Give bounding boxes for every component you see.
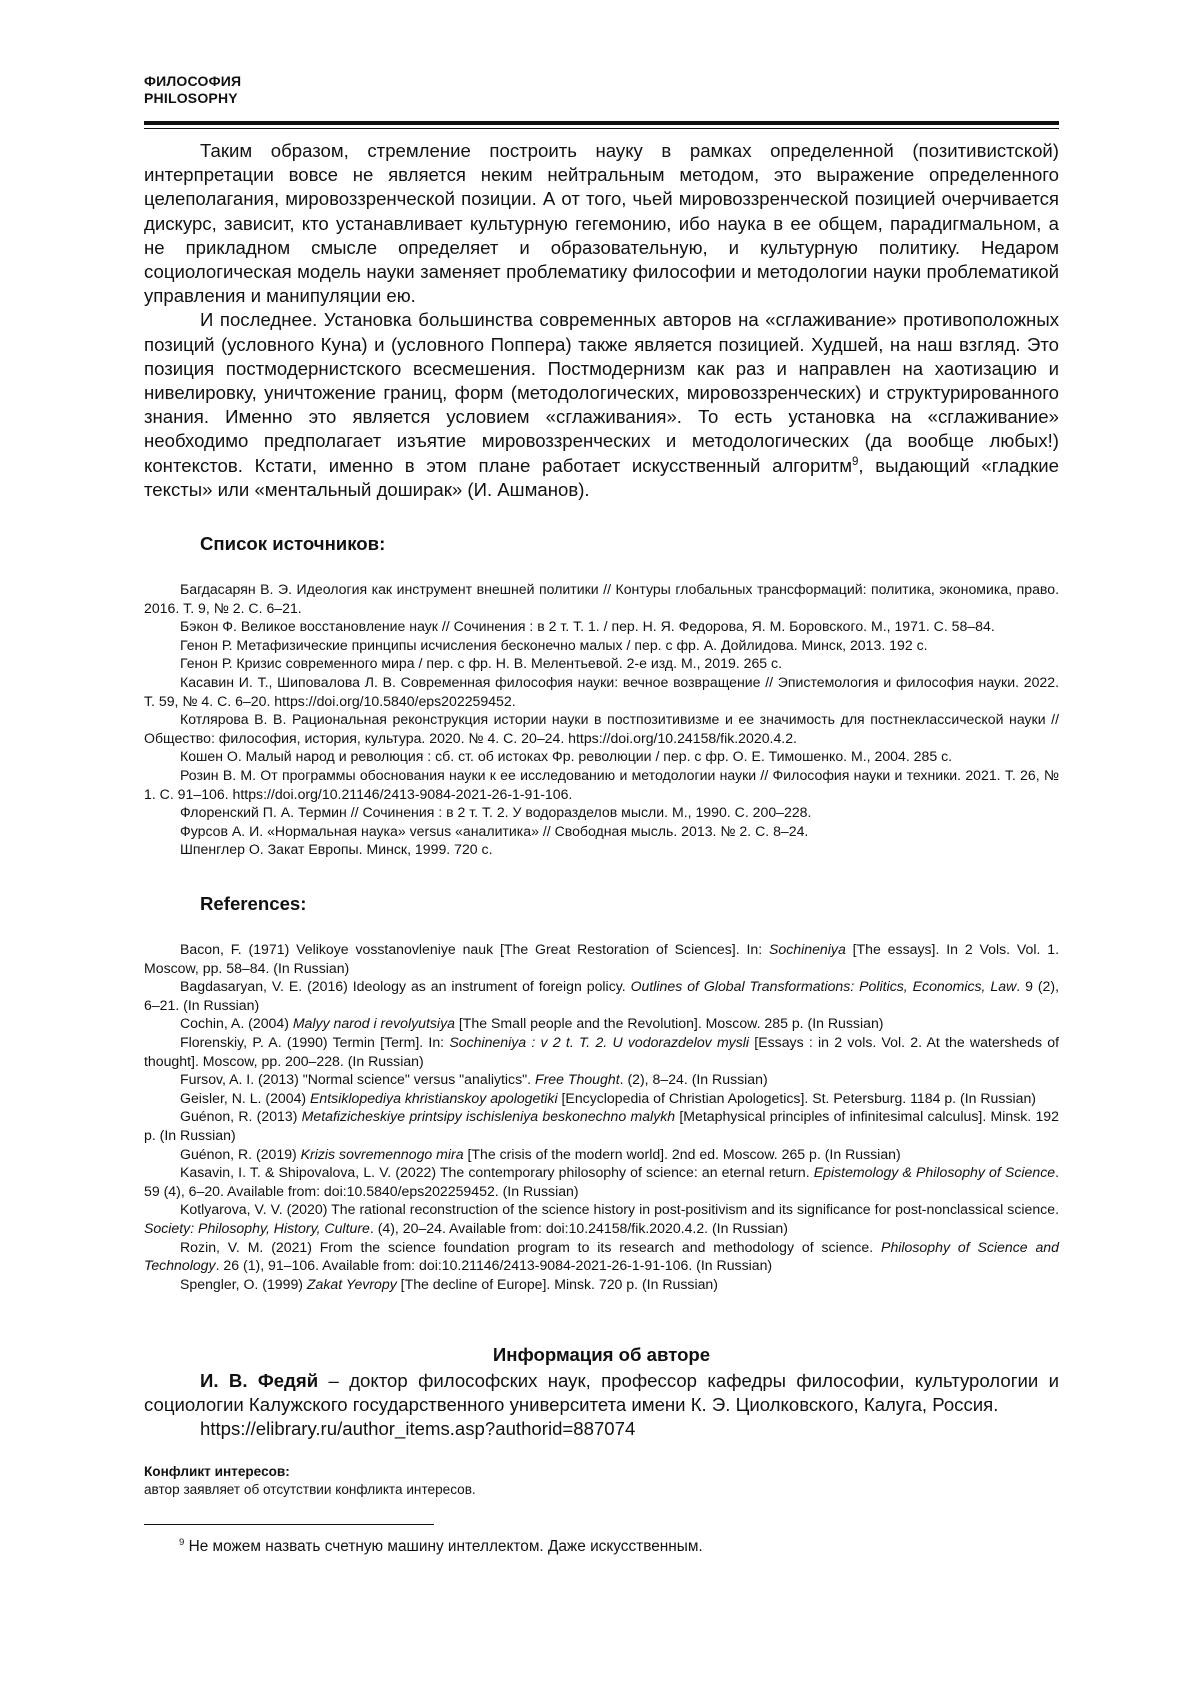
paragraph-2 [144,308,1059,502]
conflict-of-interest [144,1463,476,1499]
source-item: Касавин И. Т., Шиповалова Л. В. Современная философия науки: вечное возвращение // Эпистемология и философия науки. 2022. Т. 59, № 4. С. 6–20. https://doi.org/10.5840/eps202259452. [144,673,1059,709]
sources-list [144,580,1059,859]
conflict-title: Конфликт интересов: [144,1464,290,1479]
source-item: Флоренский П. А. Термин // Сочинения : в 2 т. Т. 2. У водоразделов мысли. М., 1990. С. 200–228. [180,804,812,821]
references-heading: References: [200,893,307,914]
paragraph-2-end: , выдающий «гладкие тексты» или «ментальный доширак» (И. Ашманов). [144,454,1059,500]
source-item: Генон Р. Метафизические принципы исчисления бесконечно малых / пер. с фр. А. Дойлидова. Минск, 2013. 192 с. [180,636,928,653]
source-item: Багдасарян В. Э. Идеология как инструмент внешней политики // Контуры глобальных трансформаций: политика, экономика, право. 2016. Т. 9, № 2. С. 6–21. [144,581,1059,616]
footnote-rule [144,1524,434,1525]
footnote [179,1538,703,1556]
reference-item: Rozin, V. M. (2021) From the science foundation program to its research and methodology of science. Philosophy of Science and Technology. 26 (1), 91–106. Available from: doi:10.21146/2413-9084-2021-26-1-91-106. (In Russian) [144,1238,1059,1274]
reference-item: Florenskiy, P. A. (1990) Termin [Term]. In: Sochineniya : v 2 t. T. 2. U vodorazdelov mysli [Essays : in 2 vols. Vol. 2. At the watersheds of thought]. Moscow, pp. 200–228. (In Russian) [144,1033,1059,1069]
author-info-heading: Информация об авторе [492,1344,711,1365]
author-bio-text: – доктор философских наук, профессор кафедры философии, культурологии и социологии Калужского государственного университета имени К. Э. Циолковского, Калуга, Россия. [144,1370,1060,1415]
paragraph-2-text: И последнее. Установка большинства современных авторов на «сглаживание» противоположных позиций (условного Куна) и (условного Поппера) также является позицией. Худшей, на наш взгляд. Это позиция постмодернистского всесмешения. Постмодернизм как раз и направлен на хаотизацию и нивелировку, уничтожение границ, форм (методологических, мировоззренческих) и структурированного знания. Именно это является условием «сглаживания». То есть установка на «сглаживание» необходимо предполагает изъятие мировоззренческих и методологических (да вообще любых!) контекстов. Кстати, именно в этом плане работает искусственный алгоритм [144,309,1059,476]
footnote-mark: 9 [179,1536,185,1548]
section-title-en: PHILOSOPHY [144,90,238,106]
reference-item: Kasavin, I. T. & Shipovalova, L. V. (2022) The contemporary philosophy of science: an eternal return. Epistemology & Philosophy of Science. 59 (4), 6–20. Available from: doi:10.5840/eps202259452. (In Russian) [144,1164,1059,1199]
reference-item: Guénon, R. (2013) Metafizicheskiye printsipy ischisleniya beskonechno malykh [Metaphysical principles of infinitesimal calculus]. Minsk. 192 p. (In Russian) [144,1108,1059,1143]
source-item: Котлярова В. В. Рациональная реконструкция истории науки в постпозитивизме и ее значимость для постнеклассической науки // Общество: философия, история, культура. 2020. № 4. С. 20–24. https://doi.org/10.24158/fik.2020.4.2. [144,711,1059,746]
reference-item: Kotlyarova, V. V. (2020) The rational reconstruction of the science history in post-positivism and its significance for post-nonclassical science. Society: Philosophy, History, Culture. (4), 20–24. Available from: doi:10.24158/fik.2020.4.2. (In Russian) [144,1201,1059,1236]
footnote-text: Не можем назвать счетную машину интеллектом. Даже искусственным. [184,1538,703,1555]
source-item: Розин В. М. От программы обоснования науки к ее исследованию и методологии науки // Философия науки и техники. 2021. Т. 26, № 1. С. 91–106. https://doi.org/10.21146/2413-9084-2021-26-1-91-106. [144,766,1059,802]
reference-item: Cochin, A. (2004) Malyy narod i revolyutsiya [The Small people and the Revolution]. Moscow. 285 p. (In Russian) [180,1015,884,1032]
footnote-ref[interactable]: 9 [852,455,859,468]
reference-item: Bacon, F. (1971) Velikoye vosstanovleniye nauk [The Great Restoration of Sciences]. In: Sochineniya [The essays]. In 2 Vols. Vol. 1. Moscow, pp. 58–84. (In Russian) [144,941,1059,976]
reference-item: Bagdasaryan, V. E. (2016) Ideology as an instrument of foreign policy. Outlines of Global Transformations: Politics, Economics, Law. 9 (2), 6–21. (In Russian) [144,978,1059,1013]
sources-heading: Список источников: [200,533,386,554]
paragraph-1: Таким образом, стремление построить науку в рамках определенной (позитивистской) интерпретации вовсе не является неким нейтральным методом, это выражение определенного целеполагания, мировоззренческой позиции. А от того, чьей мировоззренческой позицией очерчивается дискурс, зависит, кто устанавливает культурную гегемонию, ибо наука в ее общем, парадигмальном, а не прикладном смысле определяет и образовательную, и культурную политику. Недаром социологическая модель науки заменяет проблематику философии и методологии науки проблематикой управления и манипуляции ею. [144,140,1059,307]
author-name: И. В. Федяй [200,1370,319,1391]
conflict-text: автор заявляет об отсутствии конфликта интересов. [144,1482,476,1497]
source-item: Кошен О. Малый народ и революция : сб. ст. об истоках Фр. революции / пер. с фр. О. Е. Тимошенко. М., 2004. 285 с. [180,748,953,765]
references-list [144,940,1059,1293]
source-item: Шпенглер О. Закат Европы. Минск, 1999. 720 с. [180,841,493,858]
section-title-ru: ФИЛОСОФИЯ [144,73,242,89]
source-item: Генон Р. Кризис современного мира / пер. с фр. Н. В. Мелентьевой. 2-е изд. М., 2019. 265 с. [180,655,783,672]
header-rule-thin [144,128,1059,129]
header-rule-thick [144,121,1059,125]
source-item: Бэкон Ф. Великое восстановление наук // Сочинения : в 2 т. Т. 1. / пер. Н. Я. Федорова, Я. М. Боровского. М., 1971. С. 58–84. [180,618,995,635]
reference-item: Fursov, A. I. (2013) "Normal science" versus "analiytics". Free Thought. (2), 8–24. (In Russian) [180,1071,768,1088]
author-bio [144,1369,1059,1417]
author-info [144,1369,1059,1441]
reference-item: Geisler, N. L. (2004) Entsiklopediya khristianskoy apologetiki [Encyclopedia of Christian Apologetics]. St. Petersburg. 1184 p. (In Russian) [180,1089,1036,1106]
author-link[interactable]: https://elibrary.ru/author_items.asp?authorid=887074 [200,1418,636,1439]
source-item: Фурсов А. И. «Нормальная наука» versus «аналитика» // Свободная мысль. 2013. № 2. С. 8–24. [180,822,809,839]
running-header [144,73,241,107]
reference-item: Spengler, O. (1999) Zakat Yevropy [The decline of Europe]. Minsk. 720 p. (In Russian) [180,1275,718,1292]
reference-item: Guénon, R. (2019) Krizis sovremennogo mira [The crisis of the modern world]. 2nd ed. Moscow. 265 p. (In Russian) [180,1145,901,1162]
main-text [144,139,1059,502]
